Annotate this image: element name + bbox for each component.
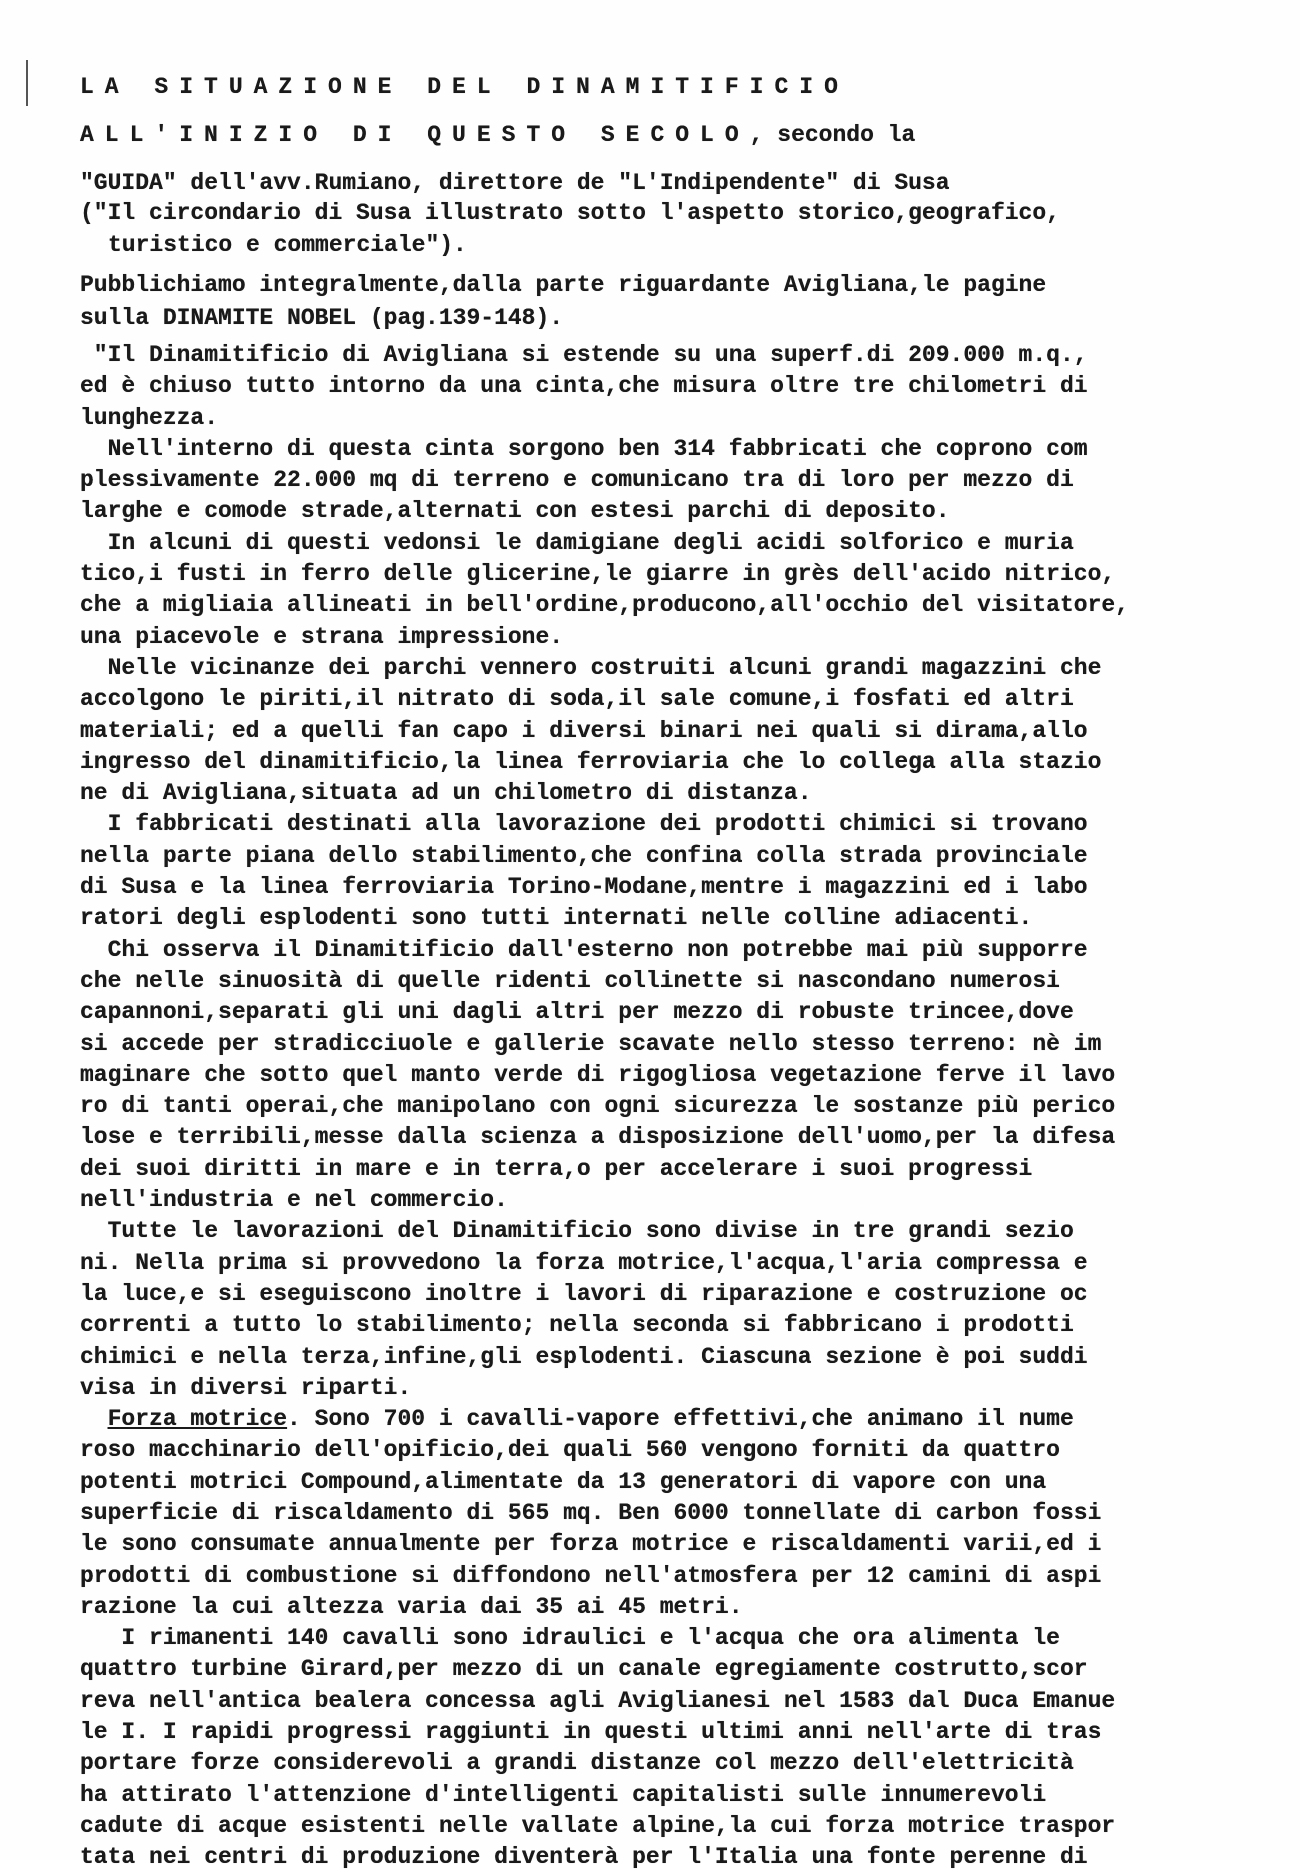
body-line: Forza motrice. Sono 700 i cavalli-vapore effettivi,che animano il nume — [107, 1406, 1074, 1433]
source-line-1: "GUIDA" dell'avv.Rumiano, direttore de "L'Indipendente" di Susa — [80, 170, 950, 196]
body-line: superficie di riscaldamento di 565 mq. Ben 6000 tonnellate di carbon fossi — [80, 1499, 1102, 1526]
body-line: materiali; ed a quelli fan capo i diversi binari nei quali si dirama,allo — [80, 717, 1088, 744]
body-line: tico,i fusti in ferro delle glicerine,le giarre in grès dell'acido nitrico, — [80, 561, 1116, 588]
body-line: I fabbricati destinati alla lavorazione dei prodotti chimici si trovano — [80, 811, 1088, 838]
heading-line-2 — [80, 118, 915, 152]
body-line: "Il Dinamitificio di Avigliana si estende su una superf.di 209.000 m.q., — [80, 342, 1088, 368]
body-line: si accede per stradicciuole e gallerie scavate nello stesso terreno: nè im — [80, 1030, 1102, 1057]
heading-line-2-spaced: ALL'INIZIO DI QUESTO SECOLO — [80, 122, 750, 148]
body-line: che a migliaia allineati in bell'ordine,producono,all'occhio del visitatore, — [80, 592, 1129, 619]
intro-line-1: Pubblichiamo integralmente,dalla parte riguardante Avigliana,le pagine — [80, 272, 1047, 298]
body-line: correnti a tutto lo stabilimento; nella seconda si fabbricano i prodotti — [80, 1312, 1074, 1339]
section-heading-underlined: Forza motrice — [107, 1406, 288, 1433]
body-line: ro di tanti operai,che manipolano con ogni sicurezza le sostanze più perico — [80, 1093, 1116, 1120]
body-line: Chi osserva il Dinamitificio dall'esterno non potrebbe mai più supporre — [80, 936, 1088, 963]
body-line: larghe e comode strade,alternati con estesi parchi di deposito. — [80, 498, 950, 525]
body-line: In alcuni di questi vedonsi le damigiane degli acidi solforico e muria — [80, 529, 1074, 556]
body-line: ne di Avigliana,situata ad un chilometro di distanza. — [80, 780, 812, 807]
body-line: portare forze considerevoli a grandi distanze col mezzo dell'elettricità — [80, 1750, 1074, 1777]
body-line: razione la cui altezza varia dai 35 ai 45 metri. — [80, 1593, 743, 1620]
body-line: Tutte le lavorazioni del Dinamitificio sono divise in tre grandi sezio — [80, 1218, 1074, 1245]
body-line: maginare che sotto quel manto verde di rigogliosa vegetazione ferve il lavo — [80, 1061, 1116, 1088]
body-line: Nelle vicinanze dei parchi vennero costruiti alcuni grandi magazzini che — [80, 654, 1102, 681]
body-line: cadute di acque esistenti nelle vallate alpine,la cui forza motrice traspor — [80, 1812, 1116, 1839]
body-line: nella parte piana dello stabilimento,che confina colla strada provinciale — [80, 842, 1088, 869]
body-line: nell'industria e nel commercio. — [80, 1187, 508, 1214]
intro-line-2: sulla DINAMITE NOBEL (pag.139-148). — [80, 305, 564, 331]
body-line: lunghezza. — [80, 404, 219, 431]
body-text — [80, 340, 1129, 1874]
body-line: ed è chiuso tutto intorno da una cinta,che misura oltre tre chilometri di — [80, 373, 1088, 400]
body-line: che nelle sinuosità di quelle ridenti collinette si nascondano numerosi — [80, 967, 1060, 994]
body-line: Nell'interno di questa cinta sorgono ben 314 fabbricati che coprono com — [80, 435, 1088, 462]
body-line: la luce,e si eseguiscono inoltre i lavori di riparazione e costruzione oc — [80, 1280, 1088, 1307]
margin-mark — [26, 60, 28, 106]
body-line: potenti motrici Compound,alimentate da 13 generatori di vapore con una — [80, 1468, 1047, 1495]
body-line: prodotti di combustione si diffondono nell'atmosfera per 12 camini di aspi — [80, 1562, 1102, 1589]
body-line: dei suoi diritti in mare e in terra,o per accelerare i suoi progressi — [80, 1155, 1033, 1182]
body-line: visa in diversi riparti. — [80, 1374, 412, 1401]
source-line-3: turistico e commerciale"). — [108, 232, 467, 258]
body-line: le I. I rapidi progressi raggiunti in questi ultimi anni nell'arte di tras — [80, 1719, 1102, 1746]
body-line: una piacevole e strana impressione. — [80, 623, 564, 650]
body-line: plessivamente 22.000 mq di terreno e comunicano tra di loro per mezzo di — [80, 467, 1074, 494]
body-line: di Susa e la linea ferroviaria Torino-Modane,mentre i magazzini ed i labo — [80, 874, 1088, 901]
heading-line-2-tail: , secondo la — [749, 122, 916, 148]
body-line: reva nell'antica bealera concessa agli Aviglianesi nel 1583 dal Duca Emanue — [80, 1687, 1116, 1714]
body-line: capannoni,separati gli uni dagli altri per mezzo di robuste trincee,dove — [80, 999, 1074, 1026]
body-line: ha attirato l'attenzione d'intelligenti capitalisti sulle innumerevoli — [80, 1781, 1047, 1808]
body-line: tata nei centri di produzione diventerà per l'Italia una fonte perenne di — [80, 1844, 1088, 1871]
body-line: accolgono le piriti,il nitrato di soda,il sale comune,i fosfati ed altri — [80, 686, 1074, 713]
body-line: ratori degli esplodenti sono tutti internati nelle colline adiacenti. — [80, 905, 1033, 932]
body-line: roso macchinario dell'opificio,dei quali 560 vengono forniti da quattro — [80, 1437, 1060, 1464]
source-line-2: ("Il circondario di Susa illustrato sotto l'aspetto storico,geografico, — [80, 200, 1060, 226]
body-line: lose e terribili,messe dalla scienza a disposizione dell'uomo,per la difesa — [80, 1124, 1116, 1151]
heading-line-1: LA SITUAZIONE DEL DINAMITIFICIO — [80, 74, 849, 100]
body-line: ni. Nella prima si provvedono la forza motrice,l'acqua,l'aria compressa e — [80, 1249, 1088, 1276]
body-line: le sono consumate annualmente per forza motrice e riscaldamenti varii,ed i — [80, 1531, 1102, 1558]
body-line: ingresso del dinamitificio,la linea ferroviaria che lo collega alla stazio — [80, 748, 1102, 775]
body-line: I rimanenti 140 cavalli sono idraulici e l'acqua che ora alimenta le — [80, 1625, 1060, 1652]
body-line: quattro turbine Girard,per mezzo di un canale egregiamente costrutto,scor — [80, 1656, 1088, 1683]
body-line: chimici e nella terza,infine,gli esplodenti. Ciascuna sezione è poi suddi — [80, 1343, 1088, 1370]
